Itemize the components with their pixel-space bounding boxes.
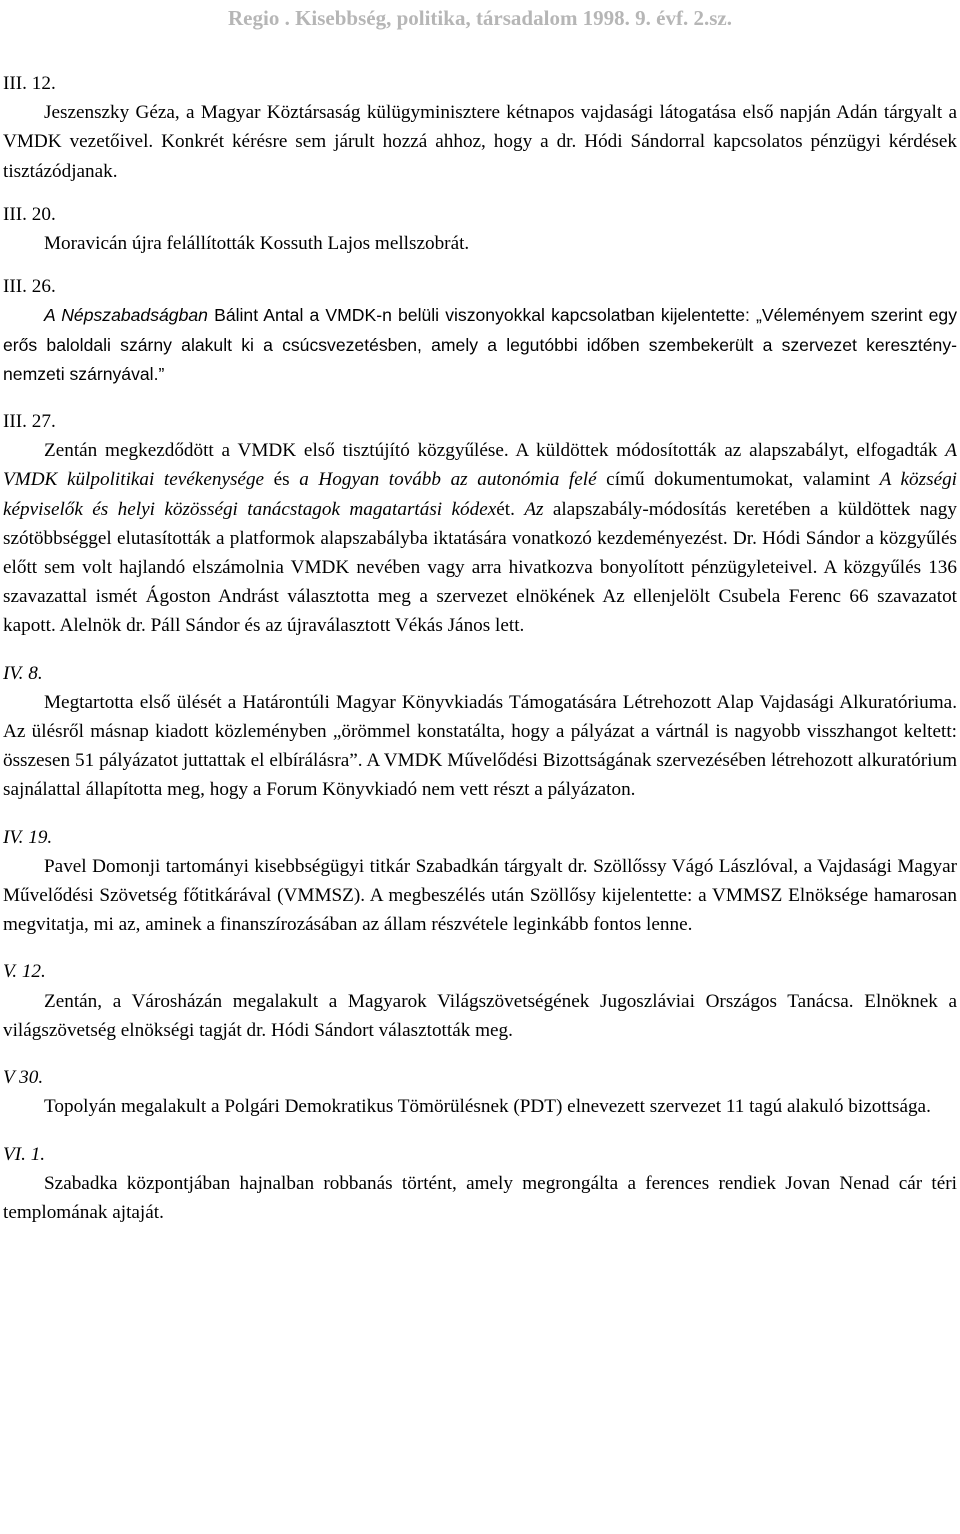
entry-text-part: Zentán, a Városházán megalakult a Magyarok Világszövetségének Jugoszláviai Országos Tanácsa. Elnöknek a világszövetség elnökségi tagját dr. Hódi Sándort választották meg. — [3, 990, 957, 1041]
entry-text-part: Jeszenszky Géza, a Magyar Köztársaság külügyminisztere kétnapos vajdasági látogatása első napján Adán tárgyalt a VMDK vezetőivel. Konkrét kérésre sem járult hozzá ahhoz, hogy a dr. Hódi Sándorral kapcsolatos pénzügyi kérdések tisztázódjanak. — [3, 102, 957, 182]
entry-text-italic: A VMDK külpolitikai tevékenysége — [3, 440, 957, 491]
entry-text-part: Megtartotta első ülését a Határontúli Magyar Könyvkiadás Támogatására Létrehozott Alap Vajdasági Alkuratóriuma. Az ülésről másnap kiadott közleményben „örömmel konstatálta, hogy a pályázat a vártnál is nagyobb visszhangot keltett: összesen 51 pályázatot juttattak el elbírálásra”. A VMDK Művelődési Bizottságának szervezésében létrehozott alkuratórium sajnálattal állapította meg, hogy a Forum Könyvkiadó nem vett részt a pályázaton. — [3, 691, 957, 801]
entry-text — [3, 1092, 957, 1121]
entry-text-part: és — [264, 469, 300, 491]
entry-text — [3, 688, 957, 805]
entry-date: III. 26. — [3, 276, 56, 298]
entry-date: VI. 1. — [3, 1143, 46, 1165]
entry-text — [3, 987, 957, 1045]
entry-text — [3, 852, 957, 940]
entry-date: III. 12. — [3, 73, 56, 94]
running-header: Regio . Kisebbség, politika, társadalom 1998. 9. évf. 2.sz. — [228, 6, 732, 30]
entry-text-part: Szabadka központjában hajnalban robbanás történt, amely megrongálta a ferences rendiek Jovan Nenad cár téri templomának ajtaját. — [3, 1172, 957, 1223]
entry-text-part: című dokumentumokat, valamint — [596, 469, 880, 491]
entry-iii-20 — [3, 200, 957, 258]
entry-text-italic: a Hogyan tovább az autonómia felé — [299, 469, 597, 491]
entry-date: V. 12. — [3, 961, 46, 983]
entry-iii-26 — [3, 272, 957, 389]
entry-text-italic: A Népszabadságban — [44, 305, 208, 326]
entry-iii-27 — [3, 407, 957, 641]
entry-date: IV. 8. — [3, 662, 43, 684]
entry-text-italic: Az — [524, 498, 544, 520]
entry-v-30 — [3, 1063, 957, 1121]
entry-iii-12 — [3, 69, 957, 186]
entry-text — [3, 229, 957, 258]
entry-text — [3, 98, 957, 186]
entry-text-part: Zentán megkezdődött a VMDK első tisztújító közgyűlése. A küldöttek módosították az alapszabályt, elfogadták — [44, 440, 946, 462]
entry-v-12 — [3, 957, 957, 1045]
entry-date: IV. 19. — [3, 826, 53, 848]
entry-text-part: Pavel Domonji tartományi kisebbségügyi titkár Szabadkán tárgyalt dr. Szöllőssy Vágó Lászlóval, a Vajdasági Magyar Művelődési Szövetség főtitkárával (VMMSZ). A megbeszélés után Szöllősy kijelentette: a VMMSZ Elnöksége hamarosan megvitatja, mi az, aminek a finanszírozásában az állam részvétele leginkább fontos lenne. — [3, 855, 957, 936]
entry-vi-1 — [3, 1140, 957, 1228]
entry-iv-19 — [3, 823, 957, 940]
entry-text-italic: A községi képviselők és helyi közösségi tanácstagok magatartási kódex — [3, 469, 958, 520]
entry-date: III. 27. — [3, 411, 56, 433]
entry-text-part: Bálint Antal a VMDK-n belüli viszonyokkal kapcsolatban kijelentette: „Véleményem szerint egy erős baloldali szárny alakult ki a csúcsvezetésben, amely a legutóbbi időben szembekerült a szervezet keresztény-nemzeti szárnyával.” — [3, 305, 958, 384]
entry-text-part: Moravicán újra felállították Kossuth Lajos mellszobrát. — [44, 233, 470, 255]
entry-date: III. 20. — [3, 203, 56, 225]
entry-text-part: alapszabály-módosítás keretében a küldöttek nagy szótöbbséggel elutasították a platformok alapszabályba iktatására vonatkozó kezdeményezést. Dr. Hódi Sándor a közgyűlés előtt sem volt hajlandó elszámolnia VMDK nevében vagy arra hivatkozva bonyolított pénzügyleteivel. A közgyűlés 136 szavazattal ismét Ágoston Andrást választotta meg a szervezet elnökének Az ellenjelölt Csubela Ferenc 66 szavazatot kapott. Alelnök dr. Páll Sándor és az újraválasztott Vékás János lett. — [3, 498, 957, 637]
entry-text — [3, 301, 957, 389]
entry-text-part: Topolyán megalakult a Polgári Demokratikus Tömörülésnek (PDT) elnevezett szervezet 11 tagú alakuló bizottsága. — [44, 1096, 931, 1118]
entry-text — [3, 436, 957, 640]
entry-text-part: ét. — [496, 498, 525, 520]
chronology — [3, 69, 957, 1245]
entry-iv-8 — [3, 659, 957, 805]
entry-date: V 30. — [3, 1067, 44, 1089]
entry-text — [3, 1169, 957, 1227]
